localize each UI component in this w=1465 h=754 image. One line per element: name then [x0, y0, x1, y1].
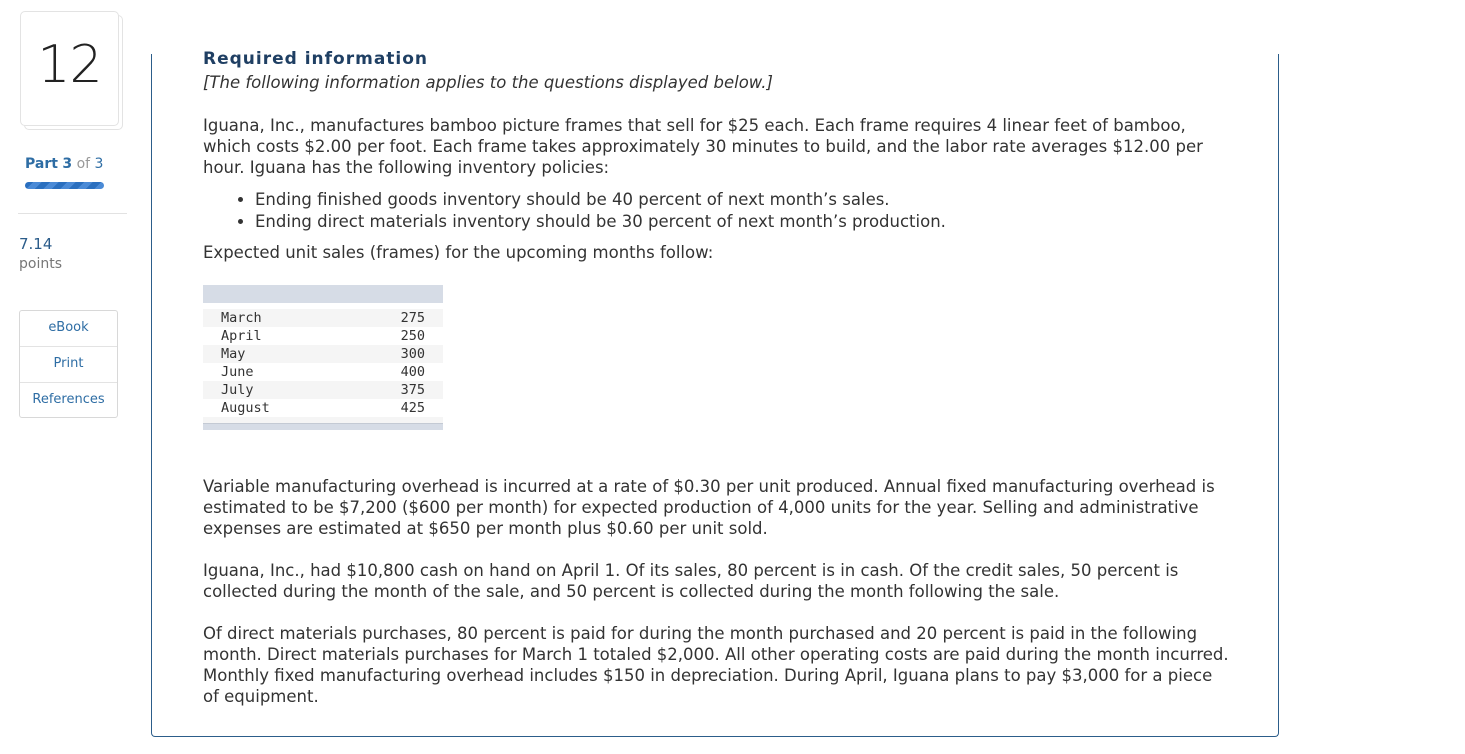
table-row — [203, 381, 443, 399]
table-row — [203, 309, 443, 327]
cash-paragraph: Iguana, Inc., had $10,800 cash on hand on April 1. Of its sales, 80 percent is in cash. Of the credit sales, 50 percent is collected during the month of the sale, and 50 percent is collected during the month following the sale. — [203, 561, 1179, 601]
expected-sales-intro: Expected unit sales (frames) for the upcoming months follow: — [203, 243, 714, 262]
table-footer — [203, 424, 443, 431]
sidebar-divider — [18, 213, 127, 214]
part-indicator — [25, 156, 103, 172]
policy-item: • Ending finished goods inventory should be 40 percent of next month’s sales. — [255, 189, 1233, 211]
materials-paragraph: Of direct materials purchases, 80 percent is paid for during the month purchased and 20 percent is paid in the following month. Direct materials purchases for March 1 totaled $2,000. All other operating costs are paid during the month incurred. Monthly fixed manufacturing overhead includes $150 in depreciation. During April, Iguana plans to pay $3,000 for a piece of equipment. — [203, 624, 1229, 706]
month-cell: April — [203, 327, 350, 345]
company-description: Iguana, Inc., manufactures bamboo picture frames that sell for $25 each. Each frame requires 4 linear feet of bamboo, which costs $2.00 per foot. Each frame takes approximately 30 minutes to build, and the labor rate averages $12.00 per hour. Iguana has the following inventory policies: — [203, 116, 1203, 177]
table-row — [203, 327, 443, 345]
table-row — [203, 399, 443, 417]
month-cell: August — [203, 399, 350, 417]
units-cell: 400 — [350, 363, 443, 381]
part-of-label: of — [76, 156, 91, 172]
units-cell: 375 — [350, 381, 443, 399]
part-label: Part — [25, 156, 58, 172]
resources-menu — [19, 310, 118, 418]
table-row — [203, 345, 443, 363]
units-cell: 275 — [350, 309, 443, 327]
section-title: Required information — [203, 49, 429, 69]
units-cell: 300 — [350, 345, 443, 363]
table-row — [203, 363, 443, 381]
print-button[interactable]: Print — [20, 347, 117, 383]
points-value: 7.14 — [19, 235, 53, 253]
table-header — [203, 285, 443, 303]
part-total: 3 — [94, 156, 104, 172]
units-cell: 250 — [350, 327, 443, 345]
references-button[interactable]: References — [32, 392, 105, 407]
inventory-policies-list — [203, 189, 1233, 233]
question-number: 12 — [37, 34, 102, 95]
question-number-card — [20, 11, 119, 126]
month-cell: May — [203, 345, 350, 363]
points-label: points — [19, 256, 62, 272]
policy-item: • Ending direct materials inventory should be 30 percent of next month’s production. — [255, 211, 1233, 233]
sales-table — [203, 285, 443, 430]
units-cell: 425 — [350, 399, 443, 417]
overhead-paragraph: Variable manufacturing overhead is incurred at a rate of $0.30 per unit produced. Annual fixed manufacturing overhead is estimated to be $7,200 ($600 per month) for expected production of 4,000 units for the year. Selling and administrative expenses are estimated at $650 per month plus $0.60 per unit sold. — [203, 477, 1215, 538]
month-cell: June — [203, 363, 350, 381]
month-cell: March — [203, 309, 350, 327]
question-content — [203, 72, 1233, 707]
month-cell: July — [203, 381, 350, 399]
part-current: 3 — [62, 156, 73, 172]
part-progress-bar — [25, 182, 104, 189]
ebook-button[interactable]: eBook — [20, 311, 117, 347]
intro-note: [The following information applies to the questions displayed below.] — [203, 73, 773, 92]
